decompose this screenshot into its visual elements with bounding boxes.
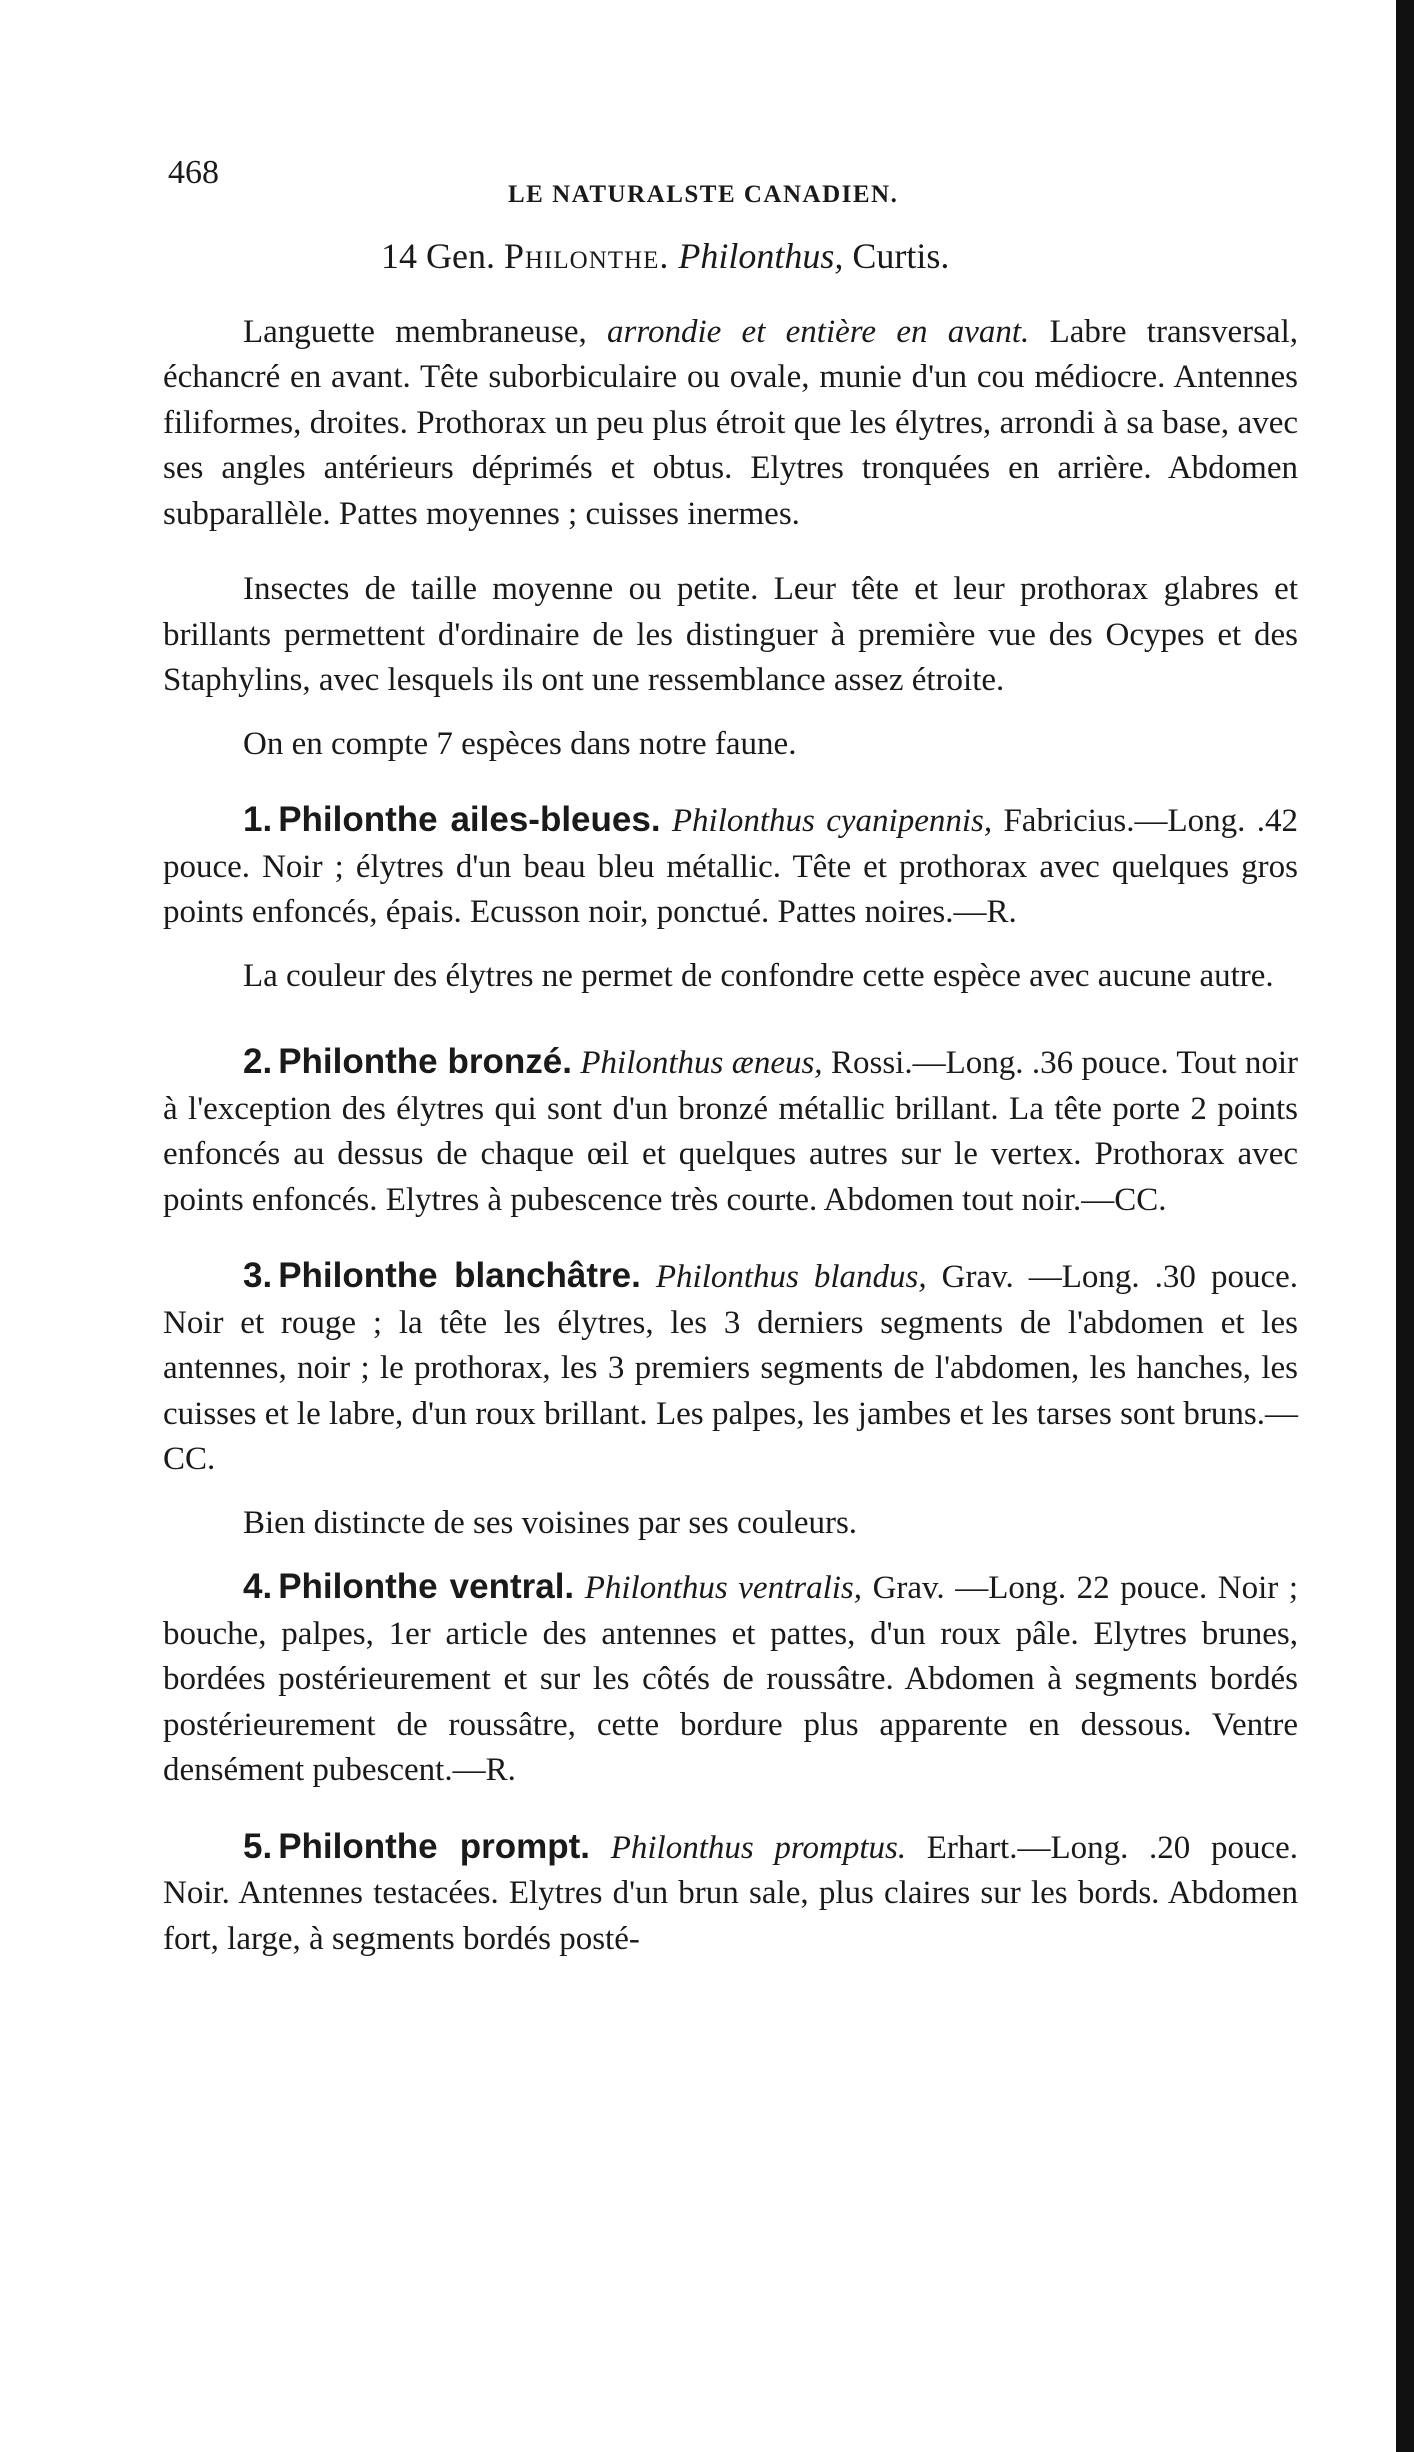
species-note-1: La couleur des élytres ne permet de confondre cette espèce avec aucune autre. [243, 957, 1274, 994]
species-text: Grav. —Long. 22 pouce. Noir ; bouche, palpes, 1er article des antennes et pattes, d'un roux pâle. Elytres brunes, bordées postérieurement et sur les côtés de roussâtre. Abdomen à segments bordés postérieurement de roussâtre, cette bordure plus apparente en dessous. Ventre densément pubescent.—R. [163, 1570, 1299, 1788]
species-name: Philonthe blanchâtre. [278, 1256, 641, 1295]
species-name: Philonthe ailes-bleues. [278, 800, 661, 839]
genus-author: Curtis. [852, 236, 950, 276]
genus-remarks: Insectes de taille moyenne ou petite. Leur tête et leur prothorax glabres et brillants permettent d'ordinaire de les distinguer à première vue des Ocypes et des Staphylins, avec lesquels ils ont une ressemblance assez étroite. [163, 571, 1298, 698]
species-name: Philonthe ventral. [278, 1567, 575, 1606]
species-number: 2. [243, 1042, 273, 1081]
species-latin: Philonthus ventralis, [584, 1570, 863, 1606]
species-entry-4 [163, 1564, 1298, 1794]
species-number: 5. [243, 1826, 273, 1866]
species-entry-1 [163, 797, 1298, 936]
species-entry-2 [163, 1039, 1298, 1223]
genus-latin: Philonthus, [678, 236, 844, 276]
species-latin: Philonthus promptus. [610, 1829, 907, 1866]
page-header [163, 150, 1298, 206]
species-text: Grav. —Long. .30 pouce. Noir et rouge ; la tête les élytres, les 3 derniers segments de l'abdomen et les antennes, noir ; le prothorax, les 3 premiers segments de l'abdomen, les hanches, les cuisses et le labre, d'un roux brillant. Les palpes, les jambes et les tarses sont bruns.—CC. [163, 1259, 1298, 1477]
species-note-3: Bien distincte de ses voisines par ses couleurs. [243, 1504, 858, 1541]
species-text: Rossi.—Long. .36 pouce. Tout noir à l'exception des élytres qui sont d'un bronzé métallic brillant. La tête porte 2 points enfoncés au dessus de chaque œil et quelques autres sur le vertex. Prothorax avec points enfoncés. Elytres à pubescence très courte. Abdomen tout noir.—CC. [163, 1045, 1299, 1218]
species-latin: Philonthus blandus, [655, 1259, 927, 1295]
running-title: LE NATURALSTE CANADIEN. [508, 181, 899, 208]
species-entry-5 [163, 1824, 1298, 1963]
genus-prefix: 14 Gen. [381, 236, 495, 276]
description-text-b: Labre transversal, échancré en avant. Tête suborbiculaire ou ovale, munie d'un cou médiocre. Antennes filiformes, droites. Prothorax un peu plus étroit que les élytres, arrondi à sa base, avec ses angles antérieurs déprimés et obtus. Elytres tronquées en arrière. Abdomen subparallèle. Pattes moyennes ; cuisses inermes. [163, 313, 1298, 532]
species-text: Erhart.—Long. .20 pouce. Noir. Antennes testacées. Elytres d'un brun sale, plus claires sur les bords. Abdomen fort, large, à segments bordés posté- [163, 1829, 1299, 1957]
species-text: Fabricius.—Long. .42 pouce. Noir ; élytres d'un beau bleu métallic. Tête et prothorax avec quelques gros points enfoncés, épais. Ecusson noir, ponctué. Pattes noires.—R. [163, 803, 1298, 930]
species-number: 4. [243, 1567, 273, 1606]
page-number: 468 [168, 154, 219, 191]
species-latin: Philonthus cyanipennis, [671, 803, 993, 839]
description-italic: arrondie et entière en avant. [607, 313, 1030, 350]
book-page [163, 150, 1298, 1962]
page-edge-shadow [1396, 0, 1414, 2452]
species-latin: Philonthus æneus, [580, 1045, 823, 1081]
species-number: 3. [243, 1256, 273, 1295]
description-text-a: Languette membraneuse, [243, 313, 607, 350]
species-entry-3 [163, 1253, 1298, 1483]
species-name: Philonthe prompt. [278, 1826, 591, 1866]
genus-heading [381, 234, 1298, 280]
species-count: On en compte 7 espèces dans notre faune. [243, 725, 797, 762]
species-number: 1. [243, 800, 273, 839]
genus-description [163, 310, 1298, 538]
species-name: Philonthe bronzé. [278, 1042, 572, 1081]
genus-name: Philonthe. [503, 236, 670, 276]
